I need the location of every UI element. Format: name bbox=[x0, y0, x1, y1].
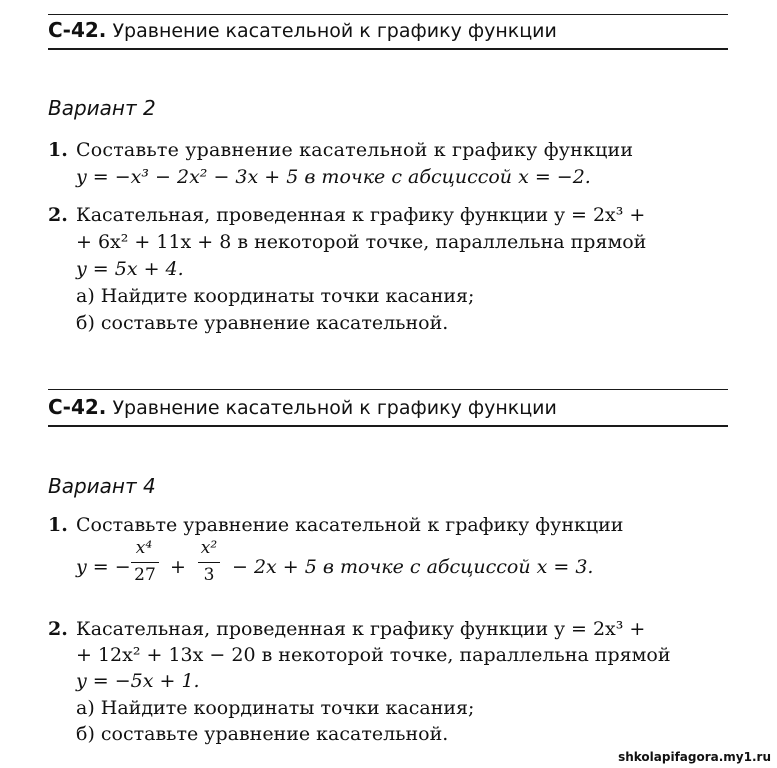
fraction-1-denominator: 27 bbox=[134, 565, 156, 585]
fraction-2-denominator: 3 bbox=[203, 565, 215, 585]
task-text: Составьте уравнение касательной к графику функции bbox=[76, 514, 624, 536]
task-text: Составьте уравнение касательной к графику функции bbox=[76, 139, 634, 161]
equation-suffix: − 2x + 5 в точке с абсциссой x = 3. bbox=[232, 556, 594, 578]
section-title-2: Уравнение касательной к графику функции bbox=[112, 397, 557, 419]
subtask-a: а) Найдите координаты точки касания; bbox=[76, 697, 475, 719]
section-code-2: С-42. bbox=[48, 395, 107, 419]
section-code-1: С-42. bbox=[48, 18, 107, 42]
task-text: + 12x² + 13x − 20 в некоторой точке, параллельна прямой bbox=[76, 644, 671, 666]
bottom-rule-2 bbox=[48, 425, 728, 427]
equation-prefix: y = − bbox=[76, 556, 131, 578]
fraction-2-bar bbox=[198, 562, 220, 563]
section-header-2 bbox=[48, 395, 557, 420]
task-equation: y = 5x + 4. bbox=[76, 258, 184, 280]
section-title-1: Уравнение касательной к графику функции bbox=[112, 20, 557, 42]
fraction-2-numerator: x² bbox=[200, 538, 218, 558]
subtask-a: а) Найдите координаты точки касания; bbox=[76, 285, 475, 307]
variant-label-2: Вариант 4 bbox=[48, 474, 156, 498]
task-equation: y = −x³ − 2x² − 3x + 5 в точке с абсциссой x = −2. bbox=[76, 166, 591, 188]
subtask-b: б) составьте уравнение касательной. bbox=[76, 312, 449, 334]
task-number: 1. bbox=[48, 514, 68, 536]
task-text: + 6x² + 11x + 8 в некоторой точке, параллельна прямой bbox=[76, 231, 647, 253]
fraction-1-bar bbox=[131, 562, 159, 563]
task-number: 1. bbox=[48, 139, 68, 161]
section-header-1 bbox=[48, 18, 557, 43]
watermark: shkolapifagora.my1.ru bbox=[618, 750, 771, 764]
subtask-b: б) составьте уравнение касательной. bbox=[76, 723, 449, 745]
task-number: 2. bbox=[48, 204, 68, 226]
task-text: Касательная, проведенная к графику функции y = 2x³ + bbox=[76, 204, 646, 226]
task-text: Касательная, проведенная к графику функции y = 2x³ + bbox=[76, 618, 646, 640]
fraction-1-numerator: x⁴ bbox=[135, 538, 153, 558]
top-rule-1 bbox=[48, 14, 728, 15]
equation-plus: + bbox=[170, 556, 186, 578]
variant-label-1: Вариант 2 bbox=[48, 96, 156, 120]
bottom-rule-1 bbox=[48, 48, 728, 50]
task-equation: y = −5x + 1. bbox=[76, 670, 200, 692]
top-rule-2 bbox=[48, 389, 728, 390]
task-number: 2. bbox=[48, 618, 68, 640]
